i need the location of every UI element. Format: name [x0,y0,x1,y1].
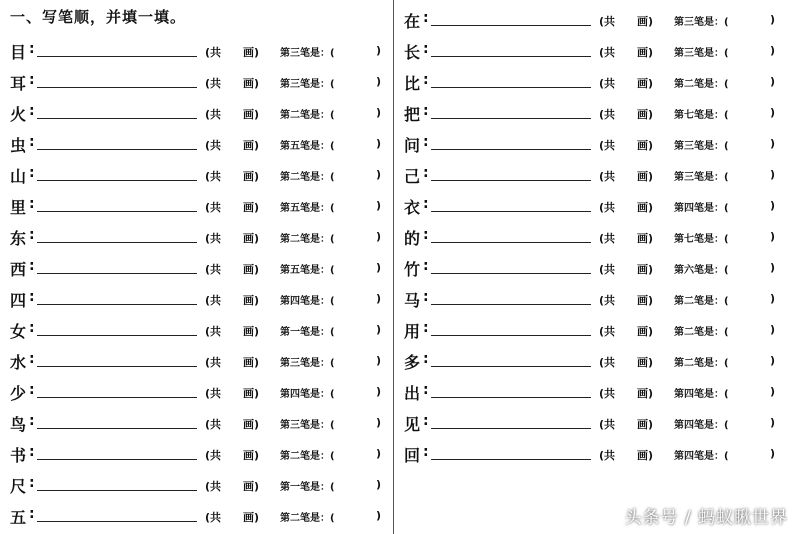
stroke-order-answer-line[interactable] [431,335,591,336]
colon: : [423,258,429,274]
answer-close-paren: ) [376,230,382,243]
character: 见 [404,415,421,434]
stroke-unit-label: 画) [243,325,260,338]
colon: : [423,72,429,88]
stroke-order-answer-line[interactable] [37,490,197,491]
colon: : [29,444,35,460]
answer-close-paren: ) [770,199,776,212]
stroke-order-answer-line[interactable] [37,428,197,429]
stroke-unit-label: 画) [637,108,654,121]
colon: : [423,227,429,243]
stroke-unit-label: 画) [243,418,260,431]
stroke-question: 第二笔是：( [280,234,335,245]
answer-close-paren: ) [770,261,776,274]
colon: : [423,134,429,150]
colon: : [29,320,35,336]
stroke-question: 第二笔是：( [674,327,729,338]
watermark: 头条号 / 蚂蚁瞅世界 [624,508,788,528]
exercise-row [10,472,390,498]
colon: : [29,134,35,150]
exercise-row [404,286,784,312]
stroke-order-answer-line[interactable] [37,118,197,119]
stroke-unit-label: 画) [243,139,260,152]
stroke-unit-label: 画) [637,15,654,28]
colon: : [423,351,429,367]
exercise-row [404,441,784,467]
total-label: (共 [599,418,616,431]
answer-close-paren: ) [770,75,776,88]
stroke-question: 第五笔是：( [280,203,335,214]
total-label: (共 [205,294,222,307]
stroke-order-answer-line[interactable] [431,25,591,26]
exercise-row [10,69,390,95]
exercise-row [10,348,390,374]
stroke-order-answer-line[interactable] [37,56,197,57]
stroke-question: 第三笔是：( [280,420,335,431]
stroke-order-answer-line[interactable] [431,428,591,429]
stroke-question: 第五笔是：( [280,141,335,152]
answer-close-paren: ) [376,478,382,491]
colon: : [29,413,35,429]
stroke-unit-label: 画) [243,449,260,462]
stroke-question: 第三笔是：( [674,172,729,183]
answer-close-paren: ) [770,323,776,336]
character: 目 [10,43,27,62]
colon: : [29,227,35,243]
colon: : [29,72,35,88]
exercise-row [10,503,390,529]
stroke-question: 第一笔是：( [280,327,335,338]
answer-close-paren: ) [376,168,382,181]
total-label: (共 [599,77,616,90]
total-label: (共 [599,356,616,369]
stroke-order-answer-line[interactable] [431,149,591,150]
exercise-row [10,410,390,436]
answer-close-paren: ) [376,199,382,212]
character: 衣 [404,198,421,217]
stroke-order-answer-line[interactable] [431,273,591,274]
stroke-question: 第二笔是：( [674,79,729,90]
colon: : [29,196,35,212]
stroke-question: 第三笔是：( [674,17,729,28]
stroke-unit-label: 画) [637,139,654,152]
character: 五 [10,508,27,527]
stroke-unit-label: 画) [243,201,260,214]
character: 水 [10,353,27,372]
stroke-unit-label: 画) [637,418,654,431]
exercise-title: 一、写笔顺，并填一填。 [10,8,187,26]
colon: : [29,165,35,181]
character: 问 [404,136,421,155]
exercise-row [10,131,390,157]
stroke-unit-label: 画) [637,263,654,276]
exercise-row [10,286,390,312]
exercise-row [404,7,784,33]
answer-close-paren: ) [770,354,776,367]
stroke-question: 第一笔是：( [280,482,335,493]
character: 的 [404,229,421,248]
exercise-row [404,255,784,281]
exercise-row [404,131,784,157]
total-label: (共 [599,449,616,462]
total-label: (共 [205,201,222,214]
total-label: (共 [599,232,616,245]
stroke-order-answer-line[interactable] [431,180,591,181]
stroke-order-answer-line[interactable] [431,366,591,367]
total-label: (共 [599,387,616,400]
stroke-question: 第二笔是：( [280,451,335,462]
total-label: (共 [205,356,222,369]
stroke-order-answer-line[interactable] [431,56,591,57]
stroke-unit-label: 画) [637,170,654,183]
character: 山 [10,167,27,186]
stroke-unit-label: 画) [243,170,260,183]
answer-close-paren: ) [770,447,776,460]
total-label: (共 [205,418,222,431]
colon: : [423,382,429,398]
colon: : [423,196,429,212]
stroke-unit-label: 画) [243,480,260,493]
exercise-row [404,38,784,64]
stroke-order-answer-line[interactable] [37,149,197,150]
answer-close-paren: ) [376,354,382,367]
character: 回 [404,446,421,465]
stroke-order-answer-line[interactable] [37,304,197,305]
stroke-unit-label: 画) [243,356,260,369]
stroke-unit-label: 画) [243,263,260,276]
stroke-question: 第二笔是：( [280,172,335,183]
character: 多 [404,353,421,372]
colon: : [29,351,35,367]
answer-close-paren: ) [376,447,382,460]
stroke-unit-label: 画) [637,201,654,214]
answer-close-paren: ) [376,385,382,398]
exercise-row [404,100,784,126]
character: 鸟 [10,415,27,434]
total-label: (共 [205,325,222,338]
stroke-order-answer-line[interactable] [431,118,591,119]
total-label: (共 [599,325,616,338]
character: 耳 [10,74,27,93]
answer-close-paren: ) [376,509,382,522]
answer-close-paren: ) [376,323,382,336]
total-label: (共 [205,480,222,493]
stroke-order-answer-line[interactable] [37,397,197,398]
answer-close-paren: ) [770,168,776,181]
character: 在 [404,12,421,31]
exercise-row [10,441,390,467]
answer-close-paren: ) [770,292,776,305]
answer-close-paren: ) [770,385,776,398]
character: 用 [404,322,421,341]
character: 女 [10,322,27,341]
exercise-row [10,162,390,188]
stroke-question: 第六笔是：( [674,265,729,276]
stroke-question: 第二笔是：( [280,110,335,121]
stroke-order-answer-line[interactable] [431,397,591,398]
stroke-question: 第三笔是：( [280,358,335,369]
total-label: (共 [599,139,616,152]
character: 虫 [10,136,27,155]
character: 西 [10,260,27,279]
answer-close-paren: ) [770,230,776,243]
answer-close-paren: ) [376,261,382,274]
stroke-unit-label: 画) [637,77,654,90]
stroke-order-answer-line[interactable] [37,335,197,336]
exercise-row [10,379,390,405]
stroke-order-answer-line[interactable] [431,242,591,243]
answer-close-paren: ) [770,416,776,429]
total-label: (共 [599,201,616,214]
stroke-unit-label: 画) [637,325,654,338]
exercise-row [10,38,390,64]
stroke-question: 第二笔是：( [674,296,729,307]
stroke-question: 第二笔是：( [280,513,335,524]
stroke-order-answer-line[interactable] [37,211,197,212]
exercise-row [404,162,784,188]
total-label: (共 [205,108,222,121]
colon: : [29,103,35,119]
answer-close-paren: ) [770,44,776,57]
total-label: (共 [599,108,616,121]
stroke-question: 第三笔是：( [674,141,729,152]
stroke-order-answer-line[interactable] [37,180,197,181]
stroke-unit-label: 画) [637,232,654,245]
stroke-order-answer-line[interactable] [431,304,591,305]
exercise-row [404,193,784,219]
exercise-row [404,224,784,250]
total-label: (共 [205,77,222,90]
character: 东 [10,229,27,248]
character: 四 [10,291,27,310]
stroke-order-answer-line[interactable] [37,242,197,243]
total-label: (共 [205,139,222,152]
exercise-row [10,224,390,250]
stroke-order-answer-line[interactable] [37,273,197,274]
stroke-unit-label: 画) [637,387,654,400]
exercise-row [404,379,784,405]
total-label: (共 [599,263,616,276]
total-label: (共 [205,170,222,183]
total-label: (共 [205,232,222,245]
exercise-row [10,193,390,219]
total-label: (共 [205,387,222,400]
colon: : [423,289,429,305]
stroke-unit-label: 画) [243,294,260,307]
stroke-question: 第四笔是：( [674,420,729,431]
exercise-row [404,410,784,436]
stroke-question: 第三笔是：( [280,48,335,59]
colon: : [423,41,429,57]
character: 竹 [404,260,421,279]
colon: : [423,320,429,336]
answer-close-paren: ) [376,416,382,429]
character: 书 [10,446,27,465]
stroke-question: 第四笔是：( [674,451,729,462]
stroke-question: 第三笔是：( [674,48,729,59]
character: 少 [10,384,27,403]
stroke-question: 第四笔是：( [280,389,335,400]
answer-close-paren: ) [376,292,382,305]
total-label: (共 [205,263,222,276]
exercise-row [10,317,390,343]
stroke-order-answer-line[interactable] [37,87,197,88]
stroke-question: 第七笔是：( [674,110,729,121]
character: 己 [404,167,421,186]
exercise-row [10,100,390,126]
answer-close-paren: ) [770,13,776,26]
stroke-unit-label: 画) [637,294,654,307]
stroke-unit-label: 画) [243,77,260,90]
stroke-unit-label: 画) [637,46,654,59]
colon: : [423,10,429,26]
stroke-order-answer-line[interactable] [431,211,591,212]
stroke-unit-label: 画) [243,108,260,121]
stroke-question: 第二笔是：( [674,358,729,369]
stroke-unit-label: 画) [243,232,260,245]
stroke-question: 第四笔是：( [674,389,729,400]
total-label: (共 [599,15,616,28]
stroke-question: 第四笔是：( [280,296,335,307]
stroke-unit-label: 画) [637,356,654,369]
exercise-row [404,317,784,343]
total-label: (共 [205,511,222,524]
character: 比 [404,74,421,93]
stroke-unit-label: 画) [243,511,260,524]
colon: : [423,103,429,119]
stroke-question: 第五笔是：( [280,265,335,276]
colon: : [29,289,35,305]
colon: : [29,41,35,57]
colon: : [423,444,429,460]
column-divider [393,0,394,534]
answer-close-paren: ) [376,106,382,119]
answer-close-paren: ) [376,137,382,150]
stroke-unit-label: 画) [243,387,260,400]
character: 把 [404,105,421,124]
character: 长 [404,43,421,62]
colon: : [29,506,35,522]
total-label: (共 [599,170,616,183]
character: 火 [10,105,27,124]
exercise-row [10,255,390,281]
stroke-order-answer-line[interactable] [431,459,591,460]
colon: : [29,382,35,398]
colon: : [423,165,429,181]
answer-close-paren: ) [770,106,776,119]
colon: : [29,475,35,491]
total-label: (共 [599,294,616,307]
answer-close-paren: ) [376,75,382,88]
total-label: (共 [599,46,616,59]
colon: : [29,258,35,274]
total-label: (共 [205,449,222,462]
character: 里 [10,198,27,217]
character: 尺 [10,477,27,496]
stroke-unit-label: 画) [637,449,654,462]
character: 马 [404,291,421,310]
stroke-unit-label: 画) [243,46,260,59]
exercise-row [404,69,784,95]
stroke-question: 第四笔是：( [674,203,729,214]
stroke-order-answer-line[interactable] [37,459,197,460]
stroke-order-answer-line[interactable] [37,521,197,522]
character: 出 [404,384,421,403]
total-label: (共 [205,46,222,59]
exercise-row [404,348,784,374]
answer-close-paren: ) [770,137,776,150]
stroke-order-answer-line[interactable] [37,366,197,367]
stroke-question: 第七笔是：( [674,234,729,245]
stroke-question: 第三笔是：( [280,79,335,90]
stroke-order-answer-line[interactable] [431,87,591,88]
answer-close-paren: ) [376,44,382,57]
colon: : [423,413,429,429]
